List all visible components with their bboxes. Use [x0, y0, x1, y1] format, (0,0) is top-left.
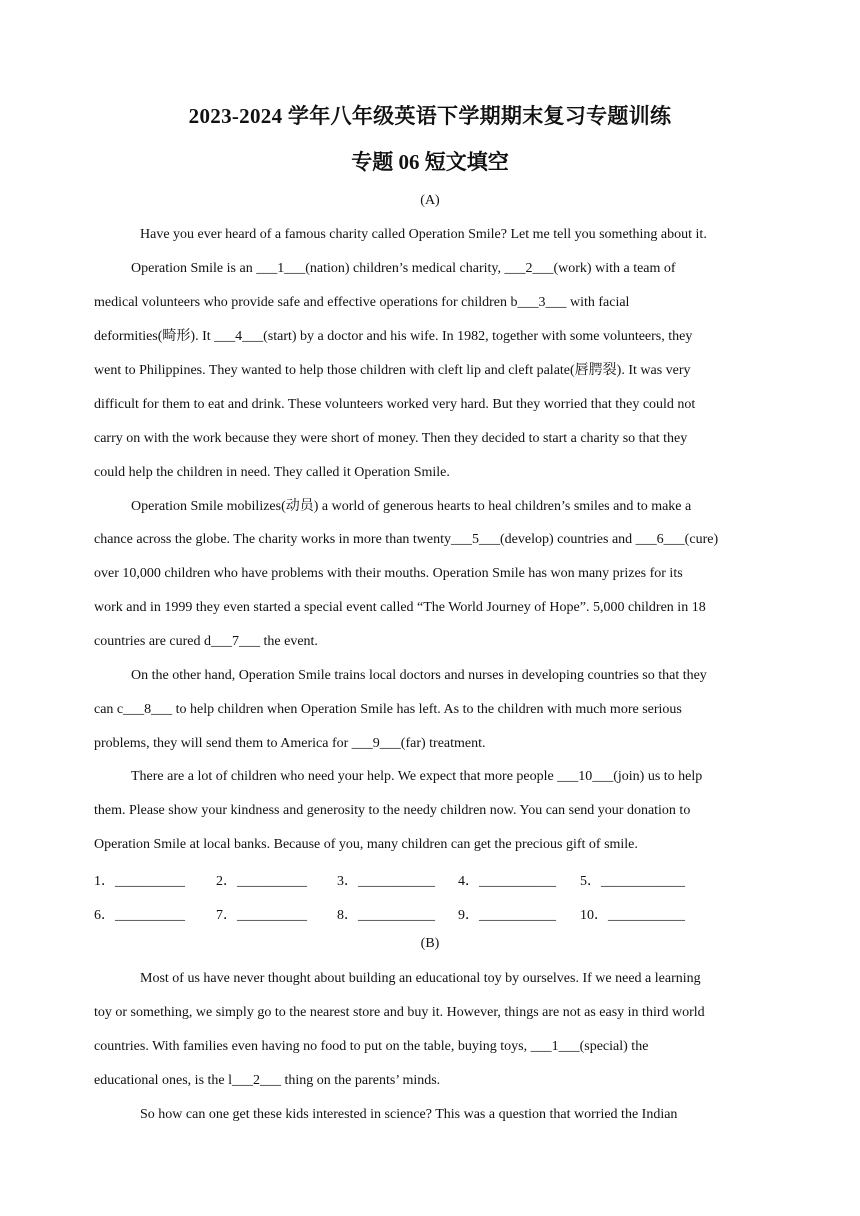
- answer-blank-6: 6．__________: [94, 908, 185, 923]
- answer-blank-1: 1．__________: [94, 874, 185, 889]
- section-a-label: (A): [420, 193, 440, 208]
- section-b-label: (B): [420, 936, 440, 951]
- section-b-line: toy or something, we simply go to the nearest store and buy it. However, things are not as easy in third world: [94, 1005, 705, 1020]
- section-b-line: countries. With families even having no food to put on the table, buying toys, ___1___(special) the: [94, 1039, 649, 1054]
- section-a-line: over 10,000 children who have problems with their mouths. Operation Smile has won many prizes for its: [94, 566, 683, 581]
- answer-blank-5: 5．____________: [580, 874, 685, 889]
- answer-blank-3: 3．___________: [337, 874, 435, 889]
- section-a-line: problems, they will send them to America for ___9___(far) treatment.: [94, 736, 486, 751]
- answer-blank-9: 9．___________: [458, 908, 556, 923]
- section-b-line: Most of us have never thought about building an educational toy by ourselves. If we need a learning: [140, 971, 701, 986]
- answer-blank-10: 10．___________: [580, 908, 685, 923]
- answer-blank-7: 7．__________: [216, 908, 307, 923]
- section-a-line: countries are cured d___7___ the event.: [94, 634, 318, 649]
- section-b-line: educational ones, is the l___2___ thing on the parents’ minds.: [94, 1073, 441, 1088]
- section-a-line: Operation Smile mobilizes(动员) a world of generous hearts to heal children’s smiles and to make a: [131, 499, 692, 514]
- answer-blank-8: 8．___________: [337, 908, 435, 923]
- section-a-line: difficult for them to eat and drink. These volunteers worked very hard. But they worried that they could not: [94, 397, 696, 412]
- section-a-line: carry on with the work because they were short of money. Then they decided to start a charity so that they: [94, 431, 688, 446]
- section-a-line: can c___8___ to help children when Operation Smile has left. As to the children with much more serious: [94, 702, 682, 717]
- section-a-line: Operation Smile is an ___1___(nation) children’s medical charity, ___2___(work) with a team of: [131, 261, 676, 276]
- document-title: 2023-2024 学年八年级英语下学期期末复习专题训练: [188, 104, 672, 128]
- section-a-line: Operation Smile at local banks. Because of you, many children can get the precious gift of smile.: [94, 837, 638, 852]
- document-subtitle: 专题 06 短文填空: [351, 150, 509, 174]
- answer-blank-4: 4．___________: [458, 874, 556, 889]
- section-b-line: So how can one get these kids interested in science? This was a question that worried the Indian: [140, 1107, 678, 1122]
- section-a-line: There are a lot of children who need your help. We expect that more people ___10___(join) us to help: [131, 769, 703, 784]
- section-a-line: chance across the globe. The charity works in more than twenty___5___(develop) countries and ___6___(cure): [94, 532, 719, 547]
- section-a-line: them. Please show your kindness and generosity to the needy children now. You can send your donation to: [94, 803, 691, 818]
- answer-blank-2: 2．__________: [216, 874, 307, 889]
- section-a-line: medical volunteers who provide safe and effective operations for children b___3___ with facial: [94, 295, 630, 310]
- section-a-line: went to Philippines. They wanted to help those children with cleft lip and cleft palate(唇腭裂). It was very: [94, 363, 691, 378]
- section-a-line: work and in 1999 they even started a special event called “The World Journey of Hope”. 5,000 children in 18: [94, 600, 706, 615]
- section-a-line: On the other hand, Operation Smile trains local doctors and nurses in developing countries so that they: [131, 668, 707, 683]
- section-a-line: deformities(畸形). It ___4___(start) by a doctor and his wife. In 1982, together with some volunteers, they: [94, 329, 693, 344]
- section-a-line: Have you ever heard of a famous charity called Operation Smile? Let me tell you something about it.: [140, 227, 707, 242]
- section-a-line: could help the children in need. They called it Operation Smile.: [94, 465, 450, 480]
